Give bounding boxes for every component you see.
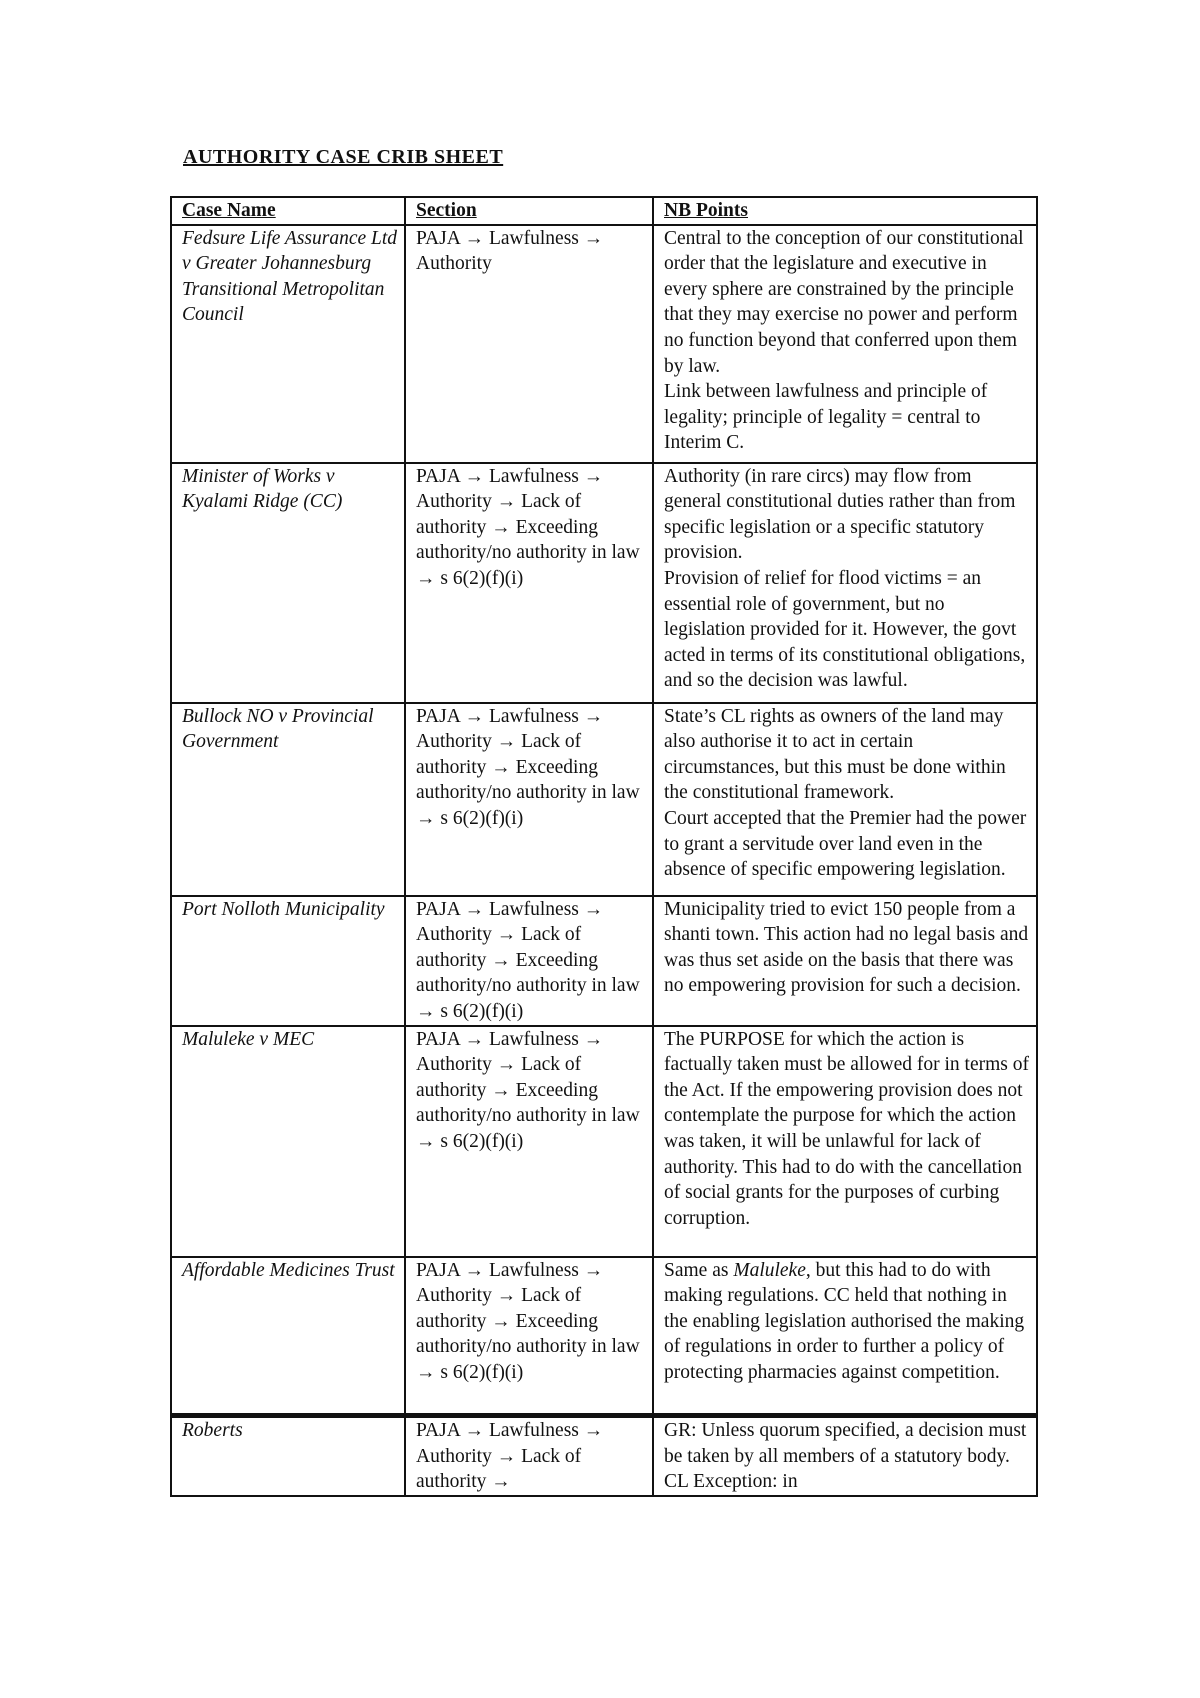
nb-point: Link between lawfulness and principle of legality; principle of legality = central to Interim C. xyxy=(664,381,988,454)
nb-point: The PURPOSE for which the action is factually taken must be allowed for in terms of the Act. If the empowering provision does not contemplate the purpose for which the action was taken, it will be unlawful for lack of authority. This had to do with the cancellation of social grants for the purposes of curbing corruption. xyxy=(664,1028,1029,1229)
nb-points xyxy=(653,463,1037,703)
nb-points xyxy=(653,225,1037,463)
case-name: Bullock NO v Provincial Government xyxy=(171,703,405,896)
nb-point: State’s CL rights as owners of the land may also authorise it to act in certain circumstances, but this must be done within the constitutional framework. xyxy=(664,705,1006,804)
table-row xyxy=(171,703,1037,896)
case-name: Port Nolloth Municipality xyxy=(171,896,405,1026)
section-path: PAJA → Lawfulness → Authority → Lack of authority → Exceeding authority/no authority in law → s 6(2)(f)(i) xyxy=(405,896,653,1026)
nb-points xyxy=(653,1416,1037,1496)
table-header-row xyxy=(171,197,1037,225)
section-path: PAJA → Lawfulness → Authority → Lack of authority → Exceeding authority/no authority in law → s 6(2)(f)(i) xyxy=(405,1257,653,1416)
table-row xyxy=(171,225,1037,463)
section-path: PAJA → Lawfulness → Authority → Lack of authority → Exceeding authority/no authority in law → s 6(2)(f)(i) xyxy=(405,463,653,703)
nb-point: Provision of relief for flood victims = an essential role of government, but no legislation provided for it. However, the govt acted in terms of its constitutional obligations, and so the decision was lawful. xyxy=(664,567,1026,692)
section-path: PAJA → Lawfulness → Authority → Lack of authority → Exceeding authority/no authority in law → s 6(2)(f)(i) xyxy=(405,1026,653,1257)
column-header-section: Section xyxy=(405,197,653,225)
section-path: PAJA → Lawfulness → Authority xyxy=(405,225,653,463)
nb-point-text: Same as xyxy=(664,1259,734,1281)
nb-points xyxy=(653,1257,1037,1416)
column-header-case-name: Case Name xyxy=(171,197,405,225)
nb-points xyxy=(653,703,1037,896)
nb-points xyxy=(653,896,1037,1026)
case-name: Fedsure Life Assurance Ltd v Greater Johannesburg Transitional Metropolitan Council xyxy=(171,225,405,463)
case-name: Minister of Works v Kyalami Ridge (CC) xyxy=(171,463,405,703)
nb-point xyxy=(664,1258,1030,1386)
nb-point: Central to the conception of our constitutional order that the legislature and executive in every sphere are constrained by the principle that they may exercise no power and perform no function beyond that conferred upon them by law. xyxy=(664,227,1024,377)
column-header-nb-points: NB Points xyxy=(653,197,1037,225)
table-row xyxy=(171,1416,1037,1496)
case-name: Affordable Medicines Trust xyxy=(171,1257,405,1416)
case-reference: Maluleke xyxy=(733,1259,806,1281)
nb-point-text: , but this had to do with making regulations. CC held that nothing in the enabling legislation authorised the making of regulations in order to further a policy of protecting pharmacies against competition. xyxy=(664,1259,1025,1383)
nb-points xyxy=(653,1026,1037,1257)
case-name: Roberts xyxy=(171,1416,405,1496)
case-table xyxy=(170,196,1038,1497)
table-row xyxy=(171,1026,1037,1257)
case-name: Maluleke v MEC xyxy=(171,1026,405,1257)
table-row xyxy=(171,463,1037,703)
section-path: PAJA → Lawfulness → Authority → Lack of authority → Exceeding authority/no authority in law → s 6(2)(f)(i) xyxy=(405,703,653,896)
nb-point: Authority (in rare circs) may flow from general constitutional duties rather than from specific legislation or a specific statutory provision. xyxy=(664,465,1016,564)
nb-point: Municipality tried to evict 150 people from a shanti town. This action had no legal basis and was thus set aside on the basis that there was no empowering provision for such a decision. xyxy=(664,898,1029,997)
nb-point: GR: Unless quorum specified, a decision must be taken by all members of a statutory body. CL Exception: in xyxy=(664,1420,1027,1493)
section-path: PAJA → Lawfulness → Authority → Lack of authority → xyxy=(405,1416,653,1496)
page-title: AUTHORITY CASE CRIB SHEET xyxy=(183,146,504,168)
table-row xyxy=(171,1257,1037,1416)
table-row xyxy=(171,896,1037,1026)
nb-point: Court accepted that the Premier had the power to grant a servitude over land even in the absence of specific empowering legislation. xyxy=(664,807,1027,881)
